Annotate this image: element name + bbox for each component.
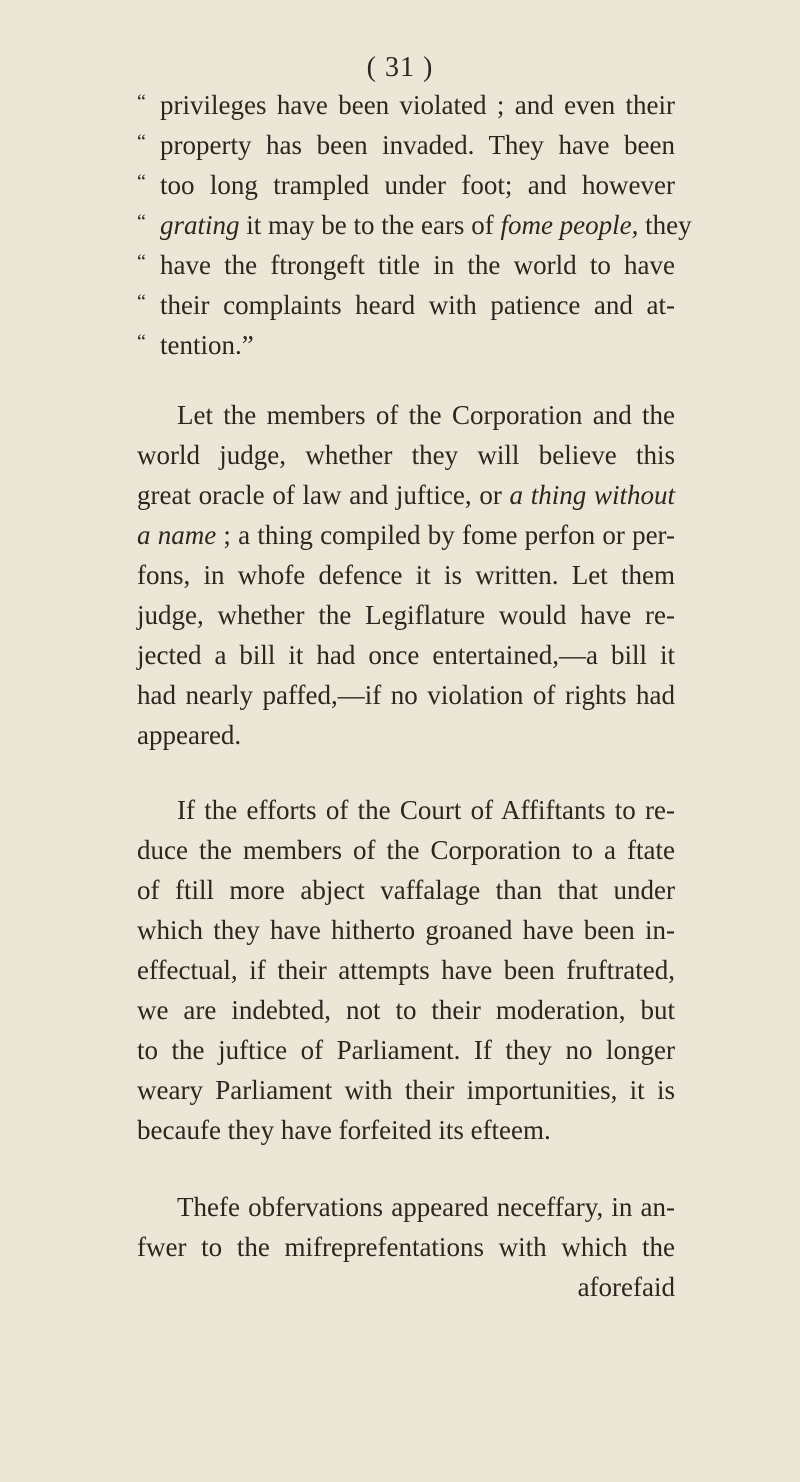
paragraph-line: jected a bill it had once entertained,—a bill it (137, 640, 675, 670)
paragraph-line: effectual, if their attempts have been fruftrated, (137, 955, 675, 985)
paragraph-line: duce the members of the Corporation to a ftate (137, 835, 675, 865)
quote-line: “ their complaints heard with patience and at- (137, 290, 675, 320)
quote-line: “ privileges have been violated ; and even their (137, 90, 675, 120)
page-number-header: ( 31 ) (366, 52, 434, 83)
quote-line: “ have the ftrongeft title in the world to have (137, 250, 675, 280)
paragraph-line: Thefe obfervations appeared neceffary, in an- (177, 1192, 675, 1222)
paragraph-line: appeared. (137, 720, 242, 750)
paragraph-line: of ftill more abject vaffalage than that under (137, 875, 675, 905)
paragraph-line: to the juftice of Parliament. If they no longer (137, 1035, 675, 1065)
paragraph-line: a name ; a thing compiled by fome perfon or per- (137, 520, 675, 550)
paragraph-line: weary Parliament with their importunities, it is (137, 1075, 675, 1105)
paragraph-line: had nearly paffed,—if no violation of rights had (137, 680, 675, 710)
paragraph-line: If the efforts of the Court of Affiftants to re- (177, 795, 675, 825)
paragraph-line: judge, whether the Legiflature would have re- (137, 600, 675, 630)
paragraph-line: we are indebted, not to their moderation, but (137, 995, 675, 1025)
paragraph-line: fwer to the mifreprefentations with which the (137, 1232, 675, 1262)
paragraph-line: becaufe they have forfeited its efteem. (137, 1115, 551, 1145)
paragraph-line: world judge, whether they will believe this (137, 440, 675, 470)
paragraph-line: great oracle of law and juftice, or a thing without (137, 480, 675, 510)
paragraph-line: which they have hitherto groaned have been in- (137, 915, 675, 945)
paragraph-line: fons, in whofe defence it is written. Let them (137, 560, 675, 590)
paragraph-line: Let the members of the Corporation and the (177, 400, 675, 430)
quote-line: “ grating it may be to the ears of fome people, they (137, 210, 692, 240)
quote-line: “ tention.” (137, 330, 254, 360)
quote-line: “ property has been invaded. They have been (137, 130, 675, 160)
quote-line: “ too long trampled under foot; and however (137, 170, 675, 200)
catchword: aforefaid (577, 1272, 675, 1302)
